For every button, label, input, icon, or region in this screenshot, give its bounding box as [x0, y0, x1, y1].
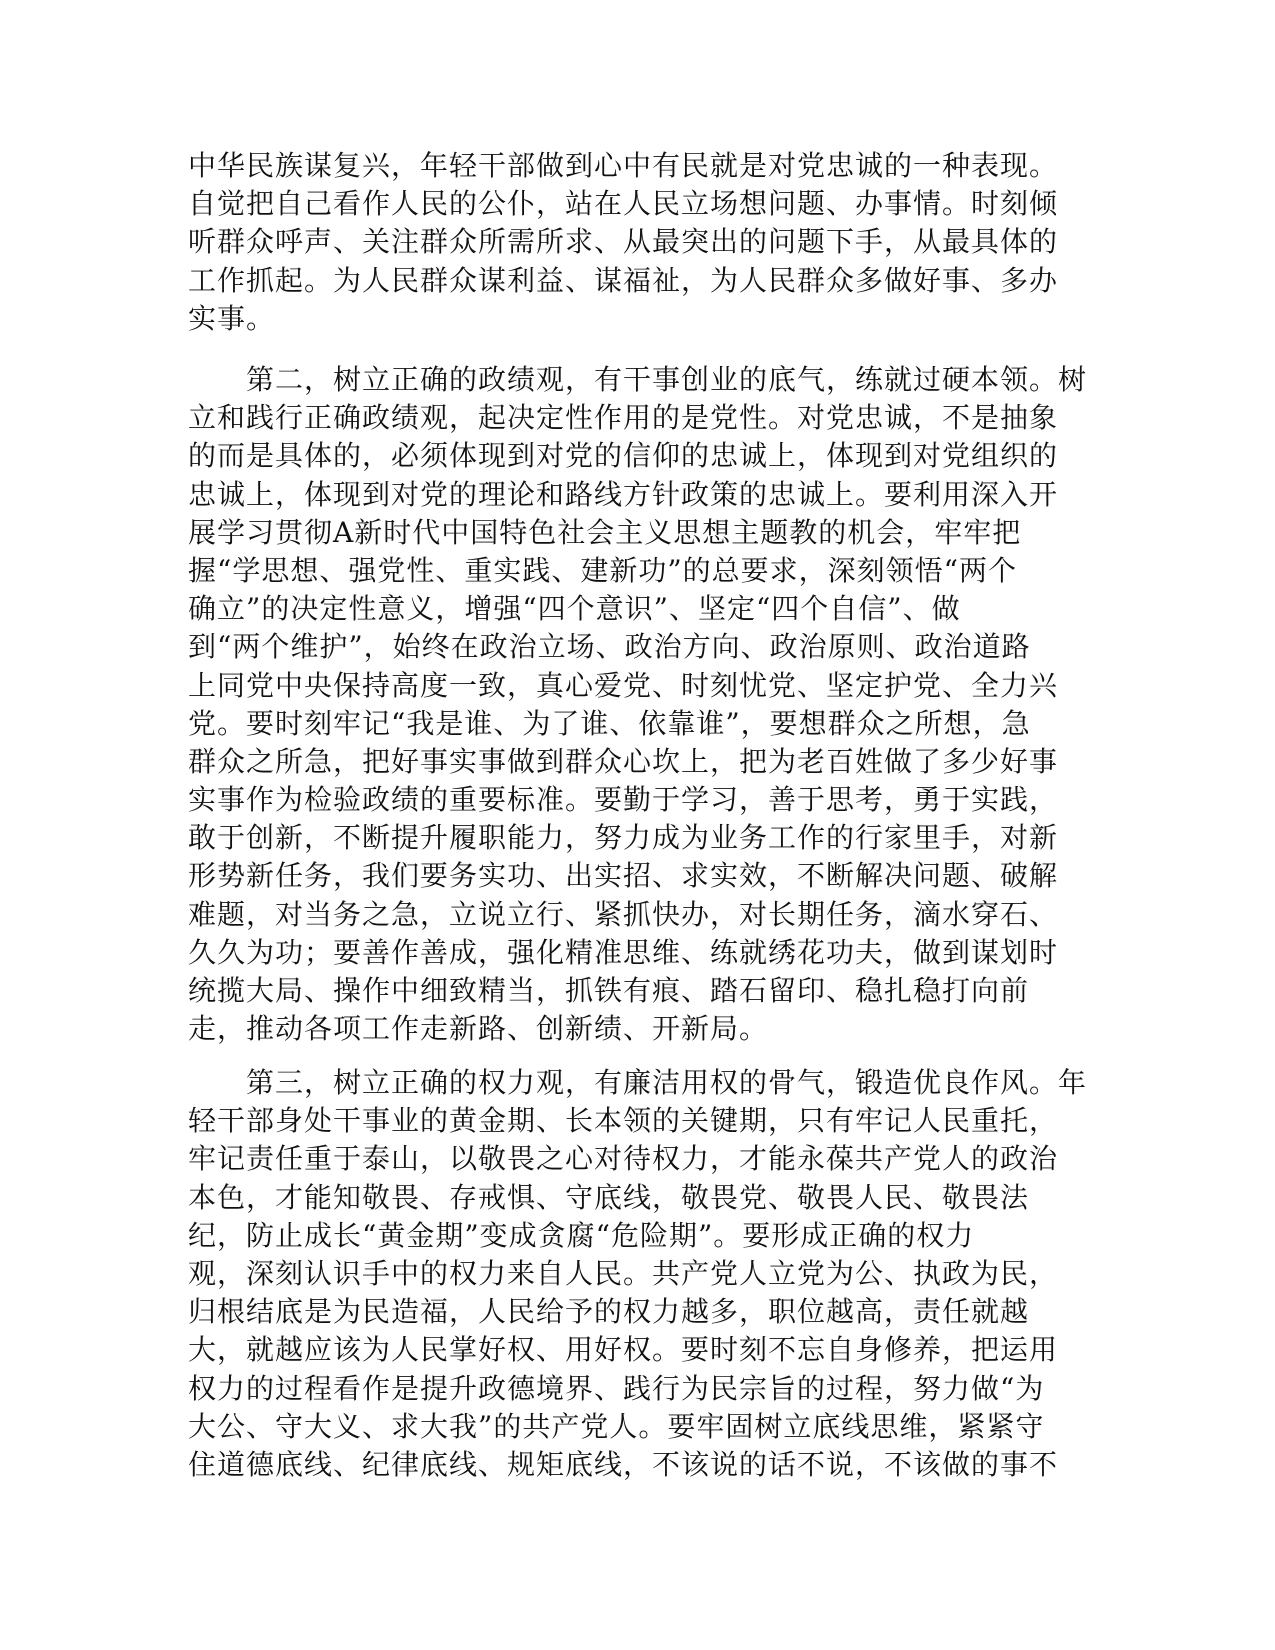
text-line: 本色，才能知敬畏、存戒惧、守底线，敬畏党、敬畏人民、敬畏法: [188, 1180, 1030, 1214]
text-line: 中华民族谋复兴，年轻干部做到心中有民就是对党忠诚的一种表现。: [188, 149, 1059, 182]
paragraph-2: [188, 361, 1088, 1048]
paragraph-3: [188, 1064, 1088, 1484]
text-line: 权力的过程看作是提升政德境界、践行为民宗旨的过程，努力做“为: [188, 1371, 1045, 1405]
text-line: 握“学思想、强党性、重实践、建新功”的总要求，深刻领悟“两个: [188, 553, 1017, 587]
text-line: 实事。: [188, 301, 276, 335]
text-line: 第三，树立正确的权力观，有廉洁用权的骨气，锻造优良作风。年: [188, 1066, 1088, 1099]
text-line: 观，深刻认识手中的权力来自人民。共产党人立党为公、执政为民，: [188, 1256, 1059, 1290]
text-line: 久久为功；要善作善成，强化精准思维、练就绣花功夫，做到谋划时: [188, 935, 1059, 969]
text-line: 敢于创新，不断提升履职能力，努力成为业务工作的行家里手，对新: [188, 821, 1059, 855]
text-line: 大，就越应该为人民掌好权、用好权。要时刻不忘自身修养，把运用: [188, 1333, 1059, 1367]
text-line: 工作抓起。为人民群众谋利益、谋福祉，为人民群众多做好事、多办: [188, 263, 1059, 297]
text-line: 立和践行正确政绩观，起决定性作用的是党性。对党忠诚，不是抽象: [188, 401, 1059, 435]
text-line: 确立”的决定性意义，增强“四个意识”、坚定“四个自信”、做: [188, 592, 961, 626]
text-line: 归根结底是为民造福，人民给予的权力越多，职位越高，责任就越: [188, 1295, 1030, 1329]
text-line: 牢记责任重于泰山，以敬畏之心对待权力，才能永葆共产党人的政治: [188, 1142, 1059, 1176]
text-line: 实事作为检验政绩的重要标准。要勤于学习，善于思考，勇于实践，: [188, 783, 1059, 817]
text-line: 纪，防止成长“黄金期”变成贪腐“危险期”。要形成正确的权力: [188, 1218, 975, 1252]
text-line: 群众之所急，把好事实事做到群众心坎上，把为老百姓做了多少好事: [188, 744, 1059, 778]
text-line: 听群众呼声、关注群众所需所求、从最突出的问题下手，从最具体的: [188, 225, 1059, 259]
paragraph-1: [188, 147, 1088, 338]
text-line: 统揽大局、操作中细致精当，抓铁有痕、踏石留印、稳扎稳打向前: [188, 974, 1030, 1007]
text-line: 党。要时刻牢记“我是谁、为了谁、依靠谁”，要想群众之所想，急: [188, 706, 1031, 740]
text-line: 忠诚上，体现到对党的理论和路线方针政策的忠诚上。要利用深入开: [188, 477, 1059, 511]
text-line: 自觉把自己看作人民的公仆，站在人民立场想问题、办事情。时刻倾: [188, 187, 1059, 221]
text-line: 上同党中央保持高度一致，真心爱党、时刻忧党、坚定护党、全力兴: [188, 668, 1059, 702]
text-line: 的而是具体的，必须体现到对党的信仰的忠诚上，体现到对党组织的: [188, 439, 1059, 473]
text-line: 到“两个维护”，始终在政治立场、政治方向、政治原则、政治道路: [188, 630, 1031, 664]
text-line: 大公、守大义、求大我”的共产党人。要牢固树立底线思维，紧紧守: [188, 1409, 1045, 1443]
text-line: 住道德底线、纪律底线、规矩底线，不该说的话不说，不该做的事不: [188, 1447, 1059, 1481]
text-line: 走，推动各项工作走新路、创新绩、开新局。: [188, 1012, 769, 1046]
text-line: 形势新任务，我们要务实功、出实招、求实效，不断解决问题、破解: [188, 859, 1059, 893]
text-line: 展学习贯彻A新时代中国特色社会主义思想主题教的机会，牢牢把: [188, 515, 1022, 549]
text-line: 第二，树立正确的政绩观，有干事创业的底气，练就过硬本领。树: [188, 363, 1088, 396]
text-line: 难题，对当务之急，立说立行、紧抓快办，对长期任务，滴水穿石、: [188, 897, 1059, 931]
text-line: 轻干部身处干事业的黄金期、长本领的关键期，只有牢记人民重托，: [188, 1104, 1059, 1138]
